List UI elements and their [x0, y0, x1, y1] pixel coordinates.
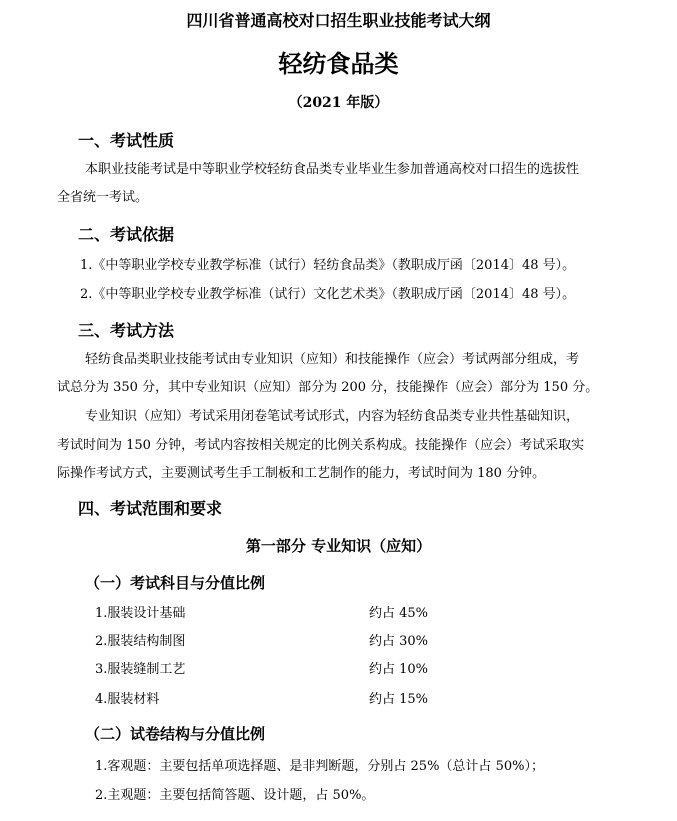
paragraph-line: 全省统一考试。 [57, 190, 149, 205]
paragraph-line: 试总分为 350 分，其中专业知识（应知）部分为 200 分，技能操作（应会）部分为 150 分。 [57, 380, 599, 395]
paragraph-line: 专业知识（应知）考试采用闭卷笔试考试形式，内容为轻纺食品类专业共性基础知识， [85, 409, 580, 424]
document-title-edition: （2021 年版） [288, 95, 389, 111]
subject-ratio: 约占 10% [369, 662, 429, 677]
basis-item: 1.《中等职业学校专业教学标准（试行）轻纺食品类》（教职成厅函〔2014〕48 号）。 [80, 258, 576, 273]
subject-ratio: 约占 45% [369, 606, 429, 621]
part-title: 第一部分 专业知识（应知） [245, 537, 432, 555]
paragraph-line: 本职业技能考试是中等职业学校轻纺食品类专业毕业生参加普通高校对口招生的选拔性 [85, 162, 580, 177]
structure-item: 1.客观题：主要包括单项选择题、是非判断题，分别占 25%（总计占 50%）； [95, 759, 544, 774]
section-heading-3: 三、考试方法 [78, 321, 175, 340]
section-heading-1: 一、考试性质 [78, 131, 175, 150]
subject-ratio: 约占 15% [369, 692, 429, 707]
subject-name: 3.服装缝制工艺 [95, 662, 186, 677]
subject-name: 4.服装材料 [95, 692, 160, 707]
paragraph-line: 轻纺食品类职业技能考试由专业知识（应知）和技能操作（应会）考试两部分组成，考 [85, 352, 580, 367]
section-heading-4: 四、考试范围和要求 [78, 499, 223, 518]
subsection-heading: （一）考试科目与分值比例 [85, 574, 266, 592]
paragraph-line: 考试时间为 150 分钟，考试内容按相关规定的比例关系构成。技能操作（应会）考试采取实 [57, 438, 585, 453]
structure-item: 2.主观题：主要包括简答题、设计题，占 50%。 [95, 788, 375, 803]
basis-item: 2.《中等职业学校专业教学标准（试行）文化艺术类》（教职成厅函〔2014〕48 号）。 [80, 287, 576, 302]
subject-ratio: 约占 30% [369, 634, 429, 649]
subject-name: 2.服装结构制图 [95, 634, 186, 649]
document-title-line2: 轻纺食品类 [278, 49, 399, 78]
subject-name: 1.服装设计基础 [95, 606, 186, 621]
document-title-line1: 四川省普通高校对口招生职业技能考试大纲 [186, 11, 491, 30]
section-heading-2: 二、考试依据 [78, 225, 175, 244]
paragraph-line: 际操作考试方式，主要测试考生手工制板和工艺制作的能力，考试时间为 180 分钟。 [57, 466, 546, 481]
subsection-heading: （二）试卷结构与分值比例 [85, 725, 266, 743]
